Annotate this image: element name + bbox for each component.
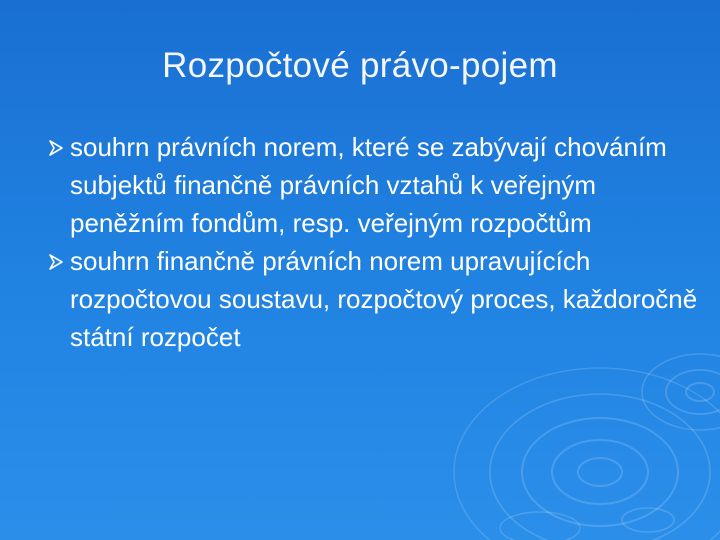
bullet-item	[48, 242, 708, 356]
slide-title: Rozpočtové právo-pojem	[162, 46, 558, 85]
bullet-item	[48, 128, 708, 242]
arrow-bullet-icon	[48, 139, 64, 157]
bullet-list	[48, 128, 708, 356]
bullet-text: souhrn právních norem, které se zabývají chováním subjektů finančně právních vztahů k veřejným peněžním fondům, resp. veřejným rozpočtům	[70, 132, 667, 238]
bullet-text: souhrn finančně právních norem upravujících rozpočtovou soustavu, rozpočtový proces, každoročně státní rozpočet	[70, 246, 698, 352]
arrow-bullet-icon	[48, 253, 64, 271]
